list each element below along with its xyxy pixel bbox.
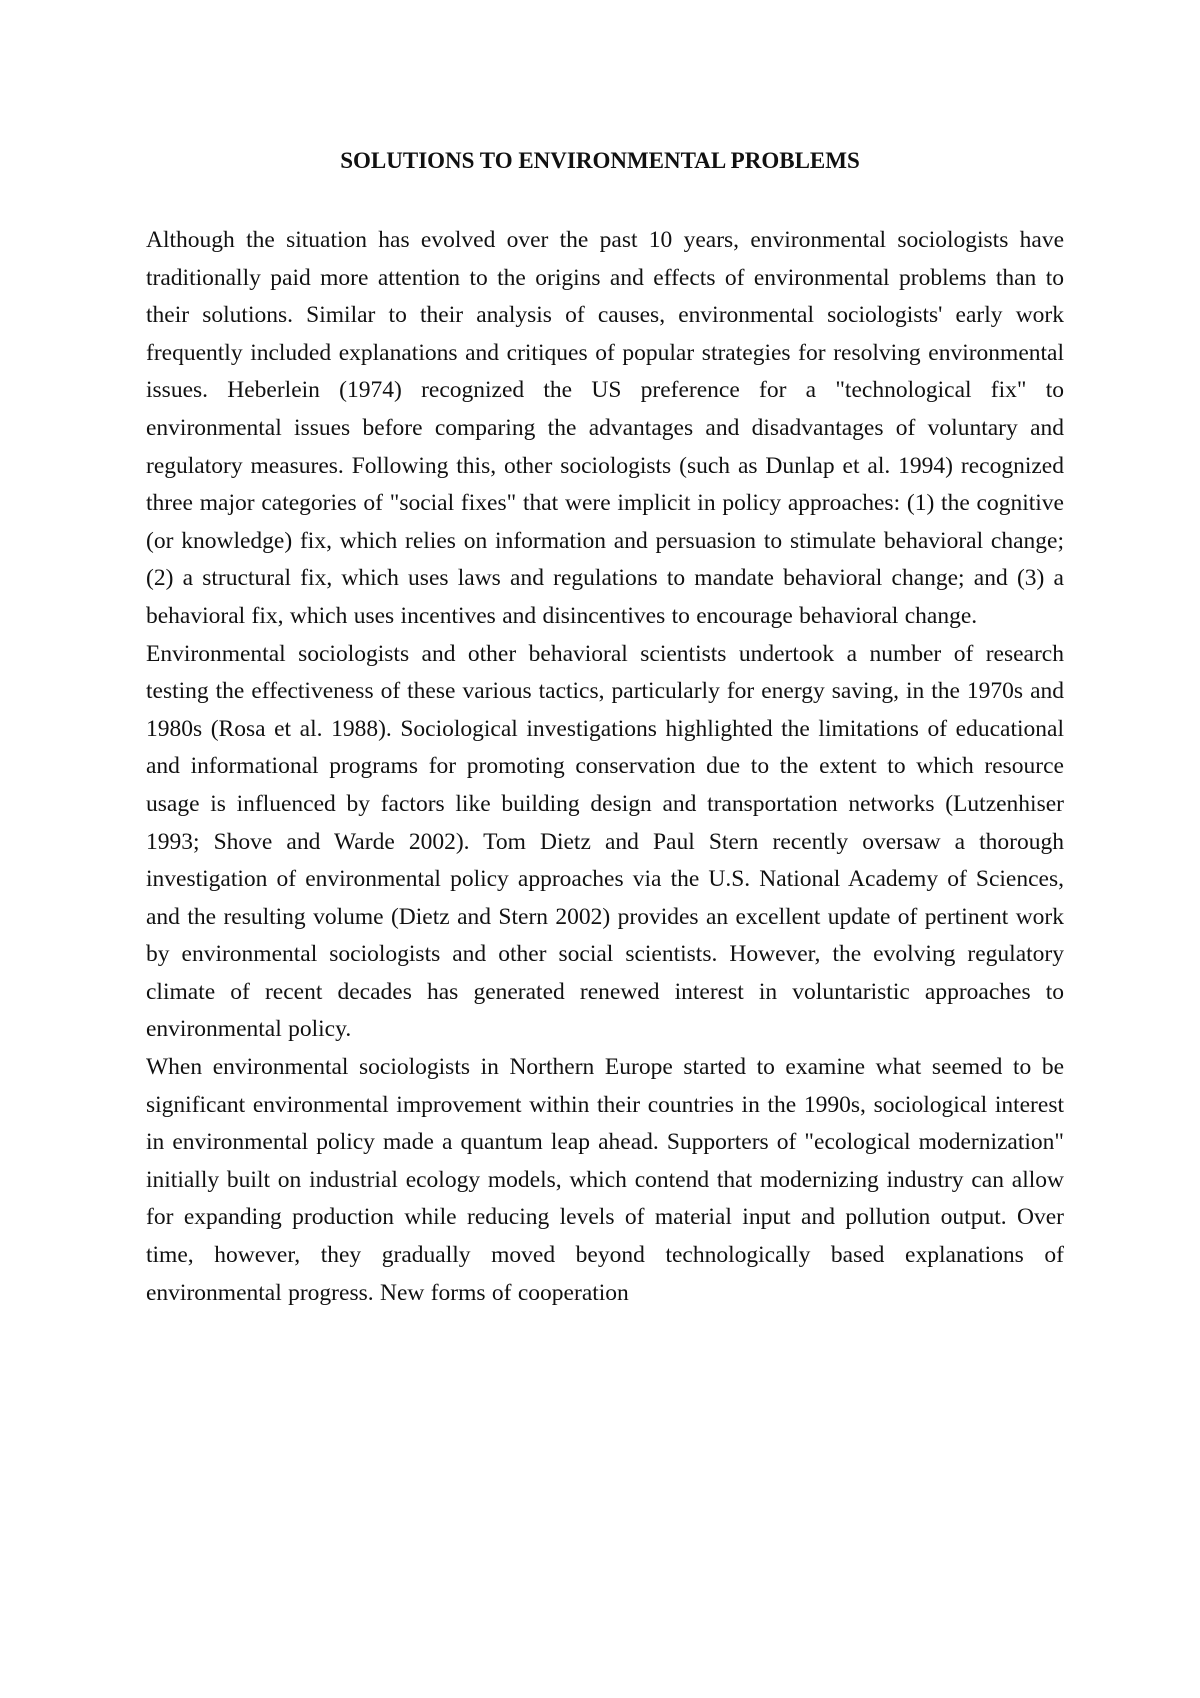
paragraph-1: Although the situation has evolved over the past 10 years, environmental sociologists have traditionally paid more attention to the origins and effects of environmental problems than to their solutions. Similar to their analysis of causes, environmental sociologists' early work frequently included explanations and critiques of popular strategies for resolving environmental issues. Heberlein (1974) recognized the US preference for a "technological fix" to environmental issues before comparing the advantages and disadvantages of voluntary and regulatory measures. Following this, other sociologists (such as Dunlap et al. 1994) recognized three major categories of "social fixes" that were implicit in policy approaches: (1) the cognitive (or knowledge) fix, which relies on information and persuasion to stimulate behavioral change; (2) a structural fix, which uses laws and regulations to mandate behavioral change; and (3) a behavioral fix, which uses incentives and disincentives to encourage behavioral change. — [146, 227, 1064, 629]
paragraph-2: Environmental sociologists and other behavioral scientists undertook a number of research testing the effectiveness of these various tactics, particularly for energy saving, in the 1970s and 1980s (Rosa et al. 1988). Sociological investigations highlighted the limitations of educational and informational programs for promoting conservation due to the extent to which resource usage is influenced by factors like building design and transportation networks (Lutzenhiser 1993; Shove and Warde 2002). Tom Dietz and Paul Stern recently oversaw a thorough investigation of environmental policy approaches via the U.S. National Academy of Sciences, and the resulting volume (Dietz and Stern 2002) provides an excellent update of pertinent work by environmental sociologists and other social scientists. However, the evolving regulatory climate of recent decades has generated renewed interest in voluntaristic approaches to environmental policy. — [146, 640, 1064, 1043]
page-title: SOLUTIONS TO ENVIRONMENTAL PROBLEMS — [340, 148, 860, 173]
paragraph-3: When environmental sociologists in Northern Europe started to examine what seemed to be significant environmental improvement within their countries in the 1990s, sociological interest in environmental policy made a quantum leap ahead. Supporters of "ecological modernization" initially built on industrial ecology models, which contend that modernizing industry can allow for expanding production while reducing levels of material input and pollution output. Over time, however, they gradually moved beyond technologically based explanations of environmental progress. New forms of cooperation — [146, 1054, 1064, 1306]
document-body — [146, 222, 1064, 1312]
